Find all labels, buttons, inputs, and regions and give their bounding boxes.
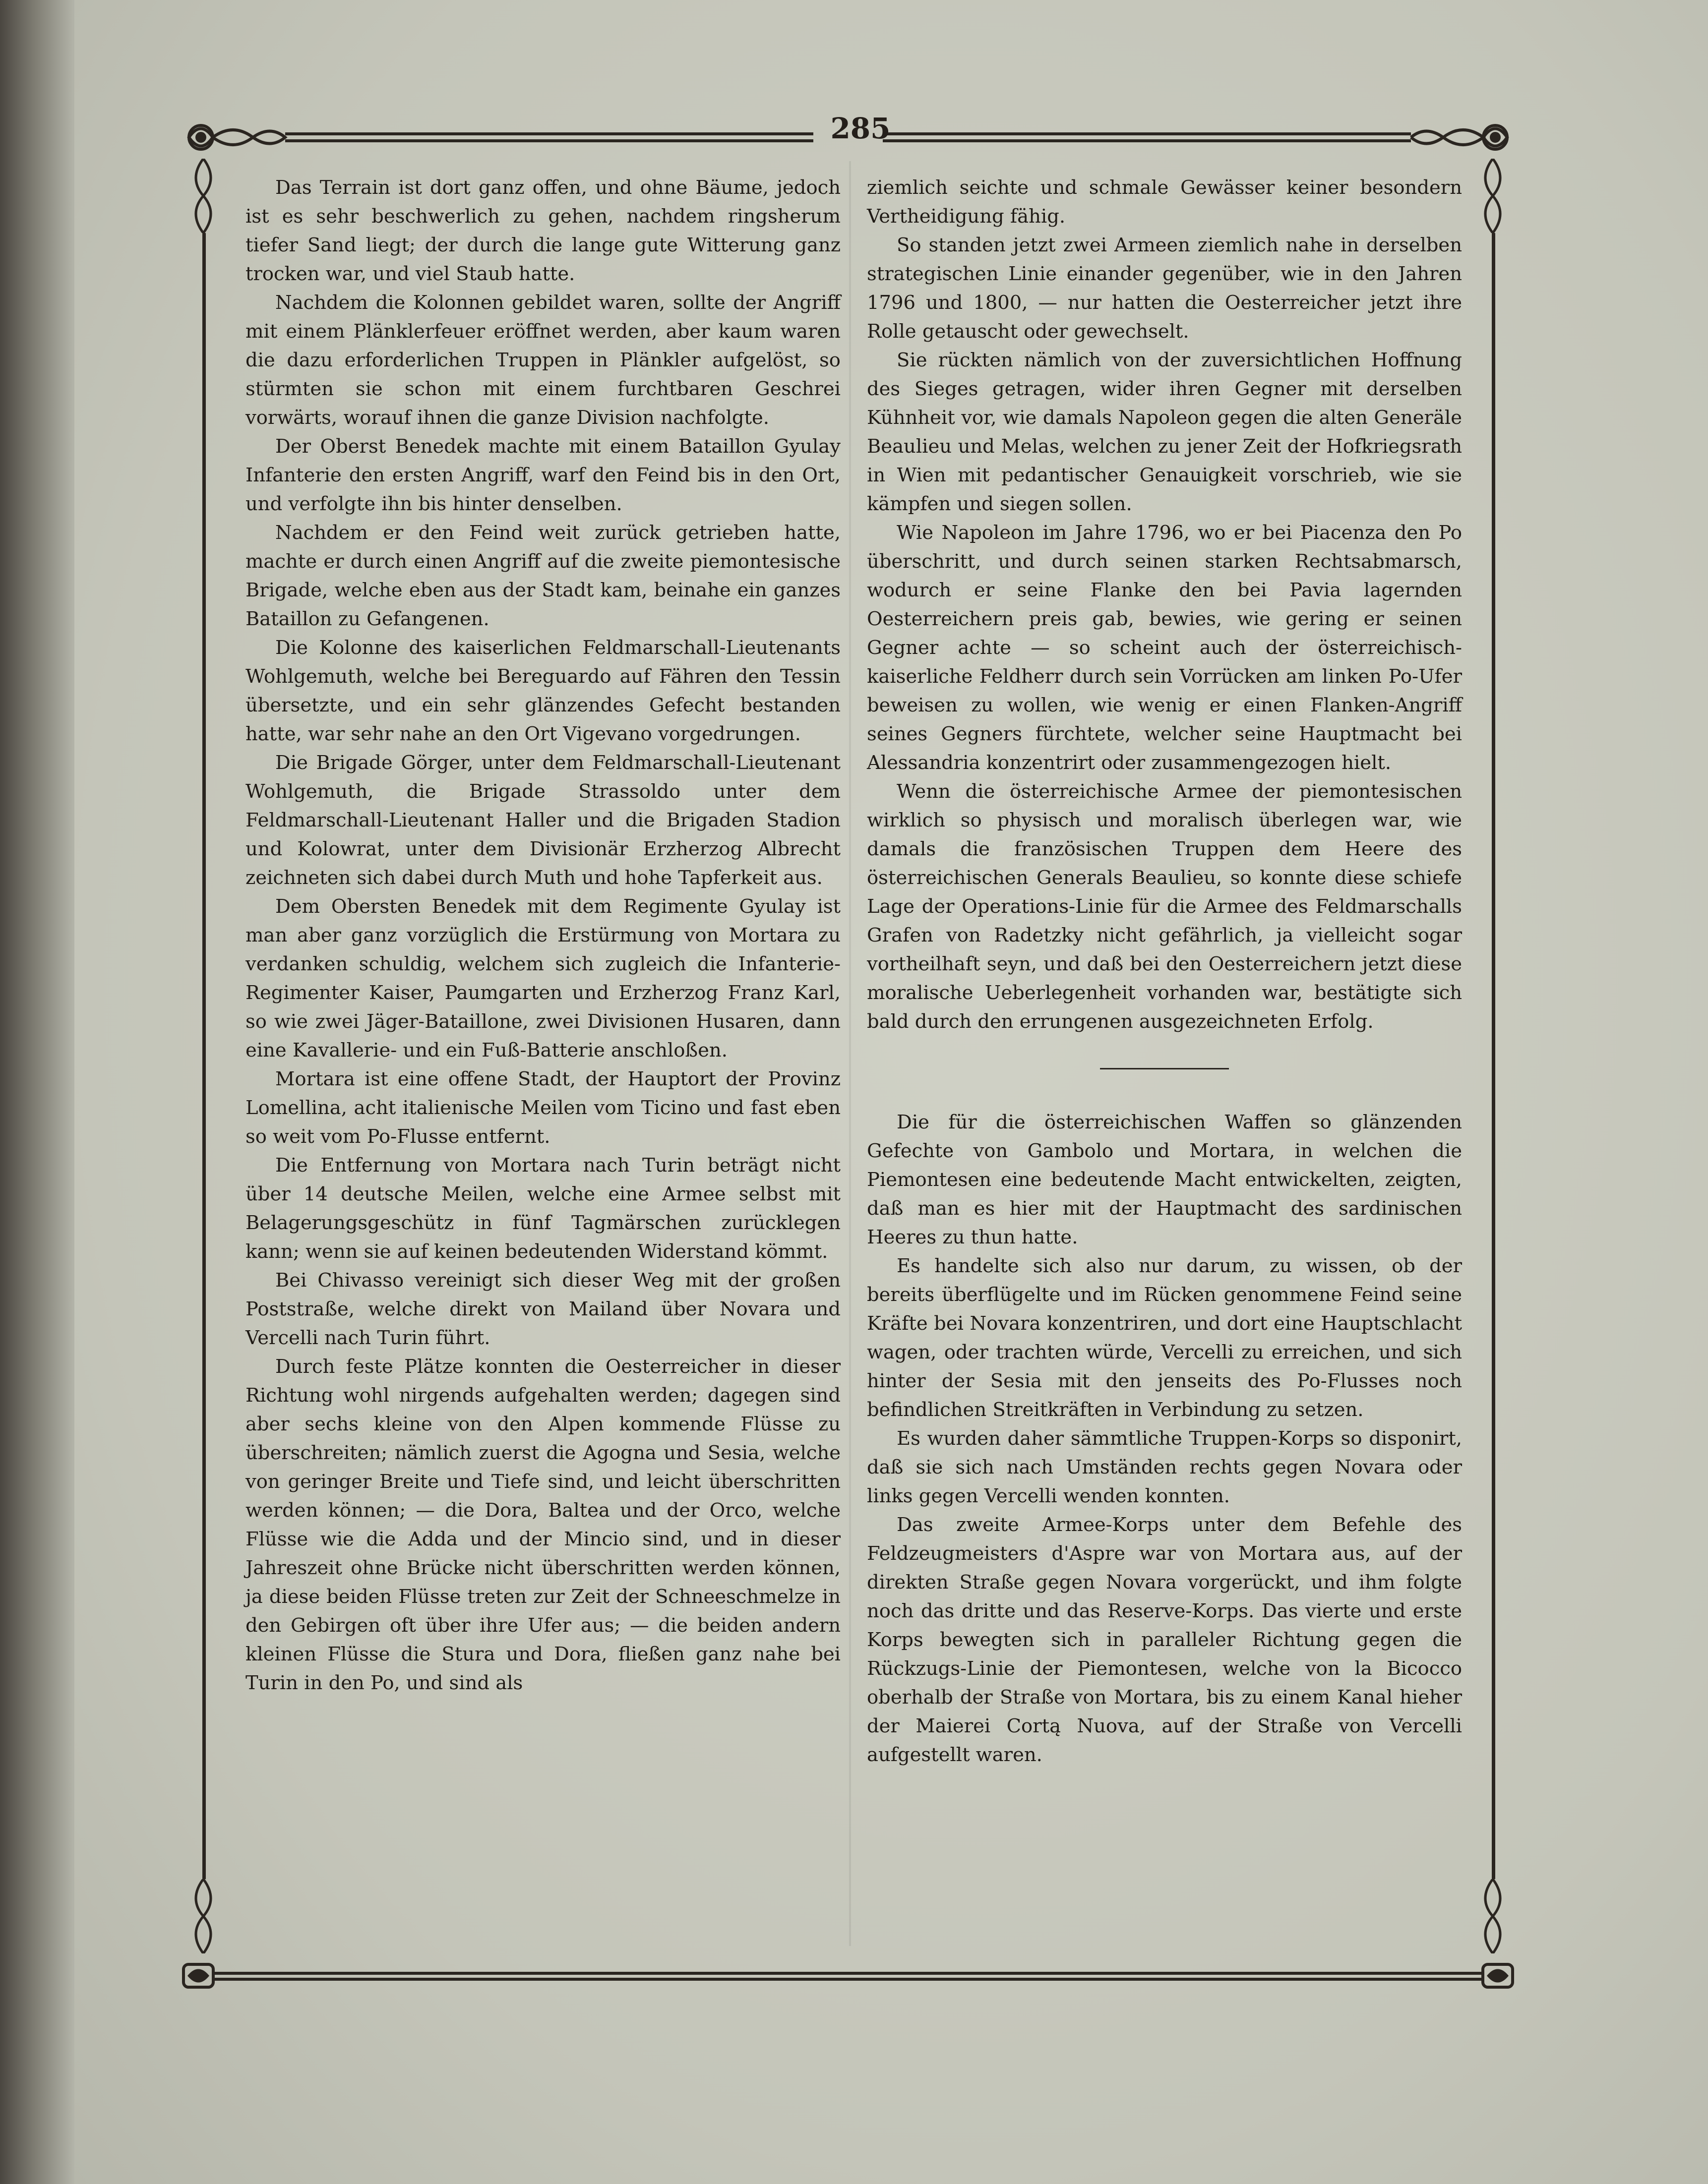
paragraph: Das zweite Armee-Korps unter dem Befehle des Feldzeugmeisters d'Aspre war von Mortara aus, auf der direkten Straße gegen Novara vorgerückt, und ihm folgte noch das dritte und das Reserve-Korps. Das vierte und erste Korps bewegten sich in paralleler Richtung gegen die Rückzugs-Linie der Piemontesen, welche von la Bicocco oberhalb der Straße von Mortara, bis zu einem Kanal hieher der Maierei Cortą Nuova, auf der Straße von Vercelli aufgestellt waren. [867, 1514, 1462, 1766]
paragraph: Die Entfernung von Mortara nach Turin beträgt nicht über 14 deutsche Meilen, welche eine Armee selbst mit Belagerungsgeschütz in fünf Tagmärschen zurücklegen kann; wenn sie auf keinen bedeutenden Widerstand kömmt. [245, 1154, 841, 1263]
paragraph: Bei Chivasso vereinigt sich dieser Weg mit der großen Poststraße, welche direkt von Mailand über Novara und Vercelli nach Turin führt. [245, 1269, 841, 1349]
paragraph: Dem Obersten Benedek mit dem Regimente Gyulay ist man aber ganz vorzüglich die Erstürmung von Mortara zu verdanken schuldig, welchem sich zugleich die Infanterie-Regimenter Kaiser, Paumgarten und Erzherzog Franz Karl, so wie zwei Jäger-Bataillone, zwei Divisionen Husaren, dann eine Kavallerie- und ein Fuß-Batterie anschloßen. [245, 895, 841, 1062]
paragraph: Durch feste Plätze konnten die Oesterreicher in dieser Richtung wohl nirgends aufgehalten werden; dagegen sind aber sechs kleine von den Alpen kommende Flüsse zu überschreiten; nämlich zuerst die Agogna und Sesia, welche von geringer Breite und Tiefe sind, und leicht überschritten werden können; — die Dora, Baltea und der Orco, welche Flüsse wie die Adda und der Mincio sind, und in dieser Jahreszeit ohne Brücke nicht überschritten werden können, ja diese beiden Flüsse treten zur Zeit der Schneeschmelze in den Gebirgen oft über ihre Ufer aus; — die beiden andern kleinen Flüsse die Stura und Dora, fließen ganz nahe bei Turin in den Po, und sind als [245, 1356, 841, 1694]
paragraph: Die für die österreichischen Waffen so glänzenden Gefechte von Gambolo und Mortara, in welchen die Piemontesen eine bedeutende Macht entwickelten, zeigten, daß man es hier mit der Hauptmacht des sardinischen Heeres zu thun hatte. [867, 1111, 1462, 1248]
page-number: 285 [830, 112, 891, 145]
bottom-ornament-border [179, 1958, 1518, 1993]
right-text-column [867, 174, 1462, 1770]
paragraph: Die Kolonne des kaiserlichen Feldmarschall-Lieutenants Wohlgemuth, welche bei Bereguardo auf Fähren den Tessin übersetzte, und ein sehr glänzendes Gefecht bestanden hatte, war sehr nahe an den Ort Vigevano vorgedrungen. [245, 637, 841, 745]
paragraph: Sie rückten nämlich von der zuversichtlichen Hoffnung des Sieges getragen, wider ihren Gegner mit derselben Kühnheit vor, wie damals Napoleon gegen die alten Generäle Beaulieu und Melas, welchen zu jener Zeit der Hofkriegsrath in Wien mit pedantischer Genauigkeit vorschrieb, wie sie kämpfen und siegen sollen. [867, 349, 1462, 515]
left-frame-line [202, 233, 206, 1879]
right-corner-flourish [1473, 159, 1513, 233]
book-spine-shadow [0, 0, 74, 2184]
right-bottom-flourish [1473, 1879, 1513, 1953]
left-corner-flourish [183, 159, 223, 233]
paragraph: Das Terrain ist dort ganz offen, und ohne Bäume, jedoch ist es sehr beschwerlich zu gehen, nachdem ringsherum tiefer Sand liegt; der durch die lange gute Witterung ganz trocken war, und viel Staub hatte. [245, 177, 841, 285]
column-divider [849, 161, 851, 1946]
left-bottom-flourish [183, 1879, 223, 1953]
paragraph: ziemlich seichte und schmale Gewässer keiner besondern Vertheidigung fähig. [867, 177, 1462, 228]
right-frame-line [1492, 233, 1495, 1879]
paragraph: Die Brigade Görger, unter dem Feldmarschall-Lieutenant Wohlgemuth, die Brigade Strassoldo unter dem Feldmarschall-Lieutenant Haller und die Brigaden Stadion und Kolowrat, unter dem Divisionär Erzherzog Albrecht zeichneten sich dabei durch Muth und hohe Tapferkeit aus. [245, 752, 841, 889]
paragraph: Wenn die österreichische Armee der piemontesischen wirklich so physisch und moralisch überlegen war, wie damals die französischen Truppen dem Heere des österreichischen Generals Beaulieu, so konnte diese schiefe Lage der Operations-Linie für die Armee des Feldmarschalls Grafen von Radetzky nicht gefährlich, ja vielleicht sogar vortheilhaft seyn, und daß bei den Oesterreichern jetzt diese moralische Ueberlegenheit vorhanden war, bestätigte sich bald durch den errungenen ausgezeichneten Erfolg. [867, 780, 1462, 1033]
paragraph: Es wurden daher sämmtliche Truppen-Korps so disponirt, daß sie sich nach Umständen rechts gegen Novara oder links gegen Vercelli wenden konnten. [867, 1427, 1462, 1507]
paragraph: So standen jetzt zwei Armeen ziemlich nahe in derselben strategischen Linie einander gegenüber, wie in den Jahren 1796 und 1800, — nur hatten die Oesterreicher jetzt ihre Rolle getauscht oder gewechselt. [867, 234, 1462, 343]
paragraph: Nachdem er den Feind weit zurück getrieben hatte, machte er durch einen Angriff auf die zweite piemontesische Brigade, welche eben aus der Stadt kam, beinahe ein ganzes Bataillon zu Gefangenen. [245, 522, 841, 630]
paragraph: Es handelte sich also nur darum, zu wissen, ob der bereits überflügelte und im Rücken genommene Feind seine Kräfte bei Novara konzentriren, und dort eine Hauptschlacht wagen, oder trachten würde, Vercelli zu erreichen, und sich hinter der Sesia mit den jenseits des Po-Flusses noch befindlichen Streitkräften in Verbindung zu setzen. [867, 1255, 1462, 1421]
paragraph: Mortara ist eine offene Stadt, der Hauptort der Provinz Lomellina, acht italienische Meilen vom Ticino und fast eben so weit vom Po-Flusse entfernt. [245, 1068, 841, 1148]
left-text-column [245, 174, 841, 1698]
paragraph: Wie Napoleon im Jahre 1796, wo er bei Piacenza den Po überschritt, und durch seinen starken Rechtsabmarsch, wodurch er seine Flanke den bei Pavia lagernden Oesterreichern preis gab, bewies, wie gering er seinen Gegner achte — so scheint auch der österreichisch-kaiserliche Feldherr durch sein Vorrücken am linken Po-Ufer beweisen zu wollen, wie wenig er einen Flanken-Angriff seines Gegners fürchtete, welcher seine Hauptmacht bei Alessandria konzentrirt oder zusammengezogen hielt. [867, 522, 1462, 774]
paragraph: Der Oberst Benedek machte mit einem Bataillon Gyulay Infanterie den ersten Angriff, warf den Feind bis in den Ort, und verfolgte ihn bis hinter denselben. [245, 435, 841, 515]
paragraph: Nachdem die Kolonnen gebildet waren, sollte der Angriff mit einem Plänklerfeuer eröffnet werden, aber kaum waren die dazu erforderlichen Truppen in Plänkler aufgelöst, so stürmten sie schon mit einem furchtbaren Geschrei vorwärts, worauf ihnen die ganze Division nachfolgte. [245, 292, 841, 429]
section-separator [1100, 1068, 1229, 1069]
